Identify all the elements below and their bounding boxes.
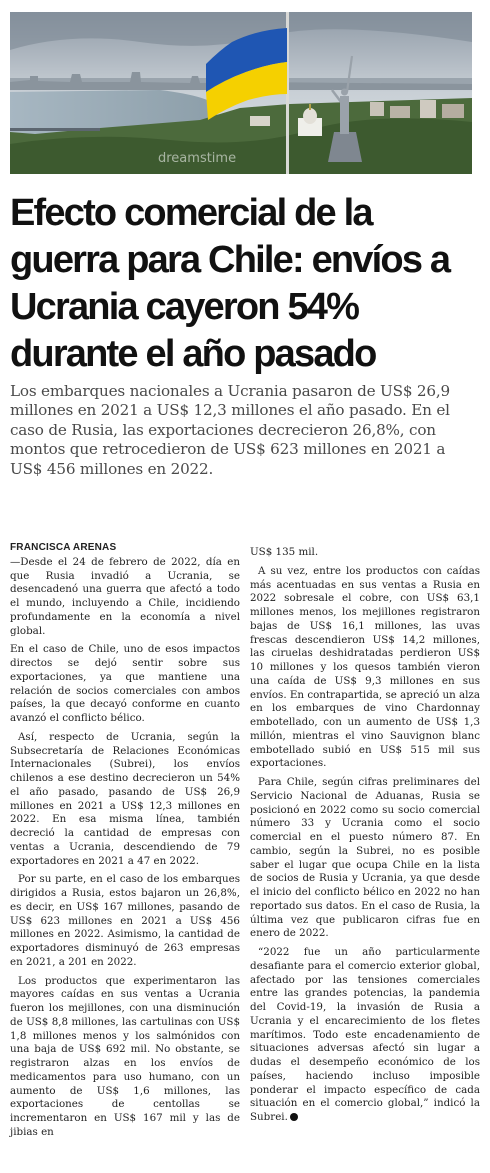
body-paragraph: US$ 135 mil.: [250, 546, 319, 558]
body-paragraph-text: “2022 fue un año particularmente desafiante para el comercio exterior global, afectado por las tensiones comerciales entre las grandes potencias, la pandemia del Covid-19, la invasión de Rusia a Ucrania y el encarecimiento de los fletes marítimos. Todo este encadenamiento de situaciones adversas afectó sin lugar a dudas el desempeño económico de los países, haciendo incluso imposible ponderar el impacto específico de cada situación en el comercio global,” indicó la Subrei.: [250, 946, 480, 1123]
body-paragraph: —Desde el 24 de febrero de 2022, día en que Rusia invadió a Ucrania, se desencadenó una guerra que afectó a todo el mundo, incluyendo a Chile, incidiendo profundamente en la economía a nivel global.: [10, 555, 240, 637]
end-of-article-icon: [290, 1113, 298, 1121]
body-paragraph-last: [250, 946, 480, 1125]
article-column-right: [250, 546, 480, 1130]
watermark: dreamstime: [158, 151, 237, 166]
body-paragraph: Así, respecto de Ucrania, según la Subsecretaría de Relaciones Económicas Internacionales (Subrei), los envíos chilenos a ese destino decrecieron un 54% el año pasado, pasando de US$ 26,9 millones en 2021 a US$ 12,3 millones en 2022. En esa misma línea, también decreció la cantidad de empresas con ventas a Ucrania, descendiendo de 79 exportadores en 2021 a 47 en 2022.: [10, 730, 240, 867]
body-paragraph: Para Chile, según cifras preliminares del Servicio Nacional de Aduanas, Rusia se posicionó en 2022 como su socio comercial número 33 y Ucrania como el socio comercial en el puesto número 87. En cambio, según la Subrei, no es posible saber el lugar que ocupa Chile en la lista de socios de Rusia y Ucrania, ya que desde el inicio del conflicto bélico en 2022 no han reportado sus datos. En el caso de Rusia, la última vez que publicaron cifras fue en enero de 2022.: [250, 776, 480, 940]
kyiv-flag-illustration: [10, 12, 472, 174]
byline: FRANCISCA ARENAS: [10, 542, 117, 553]
body-paragraph: En el caso de Chile, uno de esos impactos directos se dejó sentir sobre sus exportaciones, ya que mantiene una relación de socios comerciales con ambos países, la que decayó conforme en cuanto avanzó el conflicto bélico.: [10, 643, 240, 724]
body-paragraph: Por su parte, en el caso de los embarques dirigidos a Rusia, estos bajaron un 26,8%, es decir, en US$ 167 millones, pasando de US$ 623 millones en 2021 a US$ 456 millones en 2022. Asimismo, la cantidad de exportadores disminuyó de 263 empresas en 2021, a 201 en 2022.: [10, 873, 240, 968]
body-paragraph: Los productos que experimentaron las mayores caídas en sus ventas a Ucrania fueron los mejillones, con una disminución de US$ 8,8 millones, las cartulinas con US$ 1,8 millones menos y los salmónidos con una baja de US$ 692 mil. No obstante, se registraron alzas en los envíos de medicamentos para uso humano, con un aumento de US$ 1,6 millones, las exportaciones de centollas se incrementaron en US$ 167 mil y las de jibias en: [10, 974, 240, 1138]
bridge: [10, 128, 100, 131]
headline: Efecto comercial de la guerra para Chile: envíos a Ucrania cayeron 54% durante el año pasado: [10, 192, 450, 375]
article-photo: [10, 12, 472, 174]
body-paragraph: A su vez, entre los productos con caídas más acentuadas en sus ventas a Rusia en 2022 sobresale el cobre, con US$ 63,1 millones menos, los mejillones registraron bajas de US$ 16,1 millones, las uvas frescas descendieron US$ 14,2 millones, las ciruelas deshidratadas perdieron US$ 10 millones y los quesos también vieron una caída de US$ 9,3 millones en sus envíos. En contrapartida, se apreció un alza en los embarques de vino Chardonnay embotellado, con un aumento de US$ 1,3 millón, mientras el vino Sauvignon blanc embotellado subió en US$ 515 mil sus exportaciones.: [250, 564, 480, 770]
deck: Los embarques nacionales a Ucrania pasaron de US$ 26,9 millones en 2021 a US$ 12,3 millones el año pasado. En el caso de Rusia, las exportaciones decrecieron 26,8%, con montos que retrocedieron de US$ 623 millones en 2021 a US$ 456 millones en 2022.: [10, 382, 450, 478]
article-column-left: [10, 541, 240, 1145]
